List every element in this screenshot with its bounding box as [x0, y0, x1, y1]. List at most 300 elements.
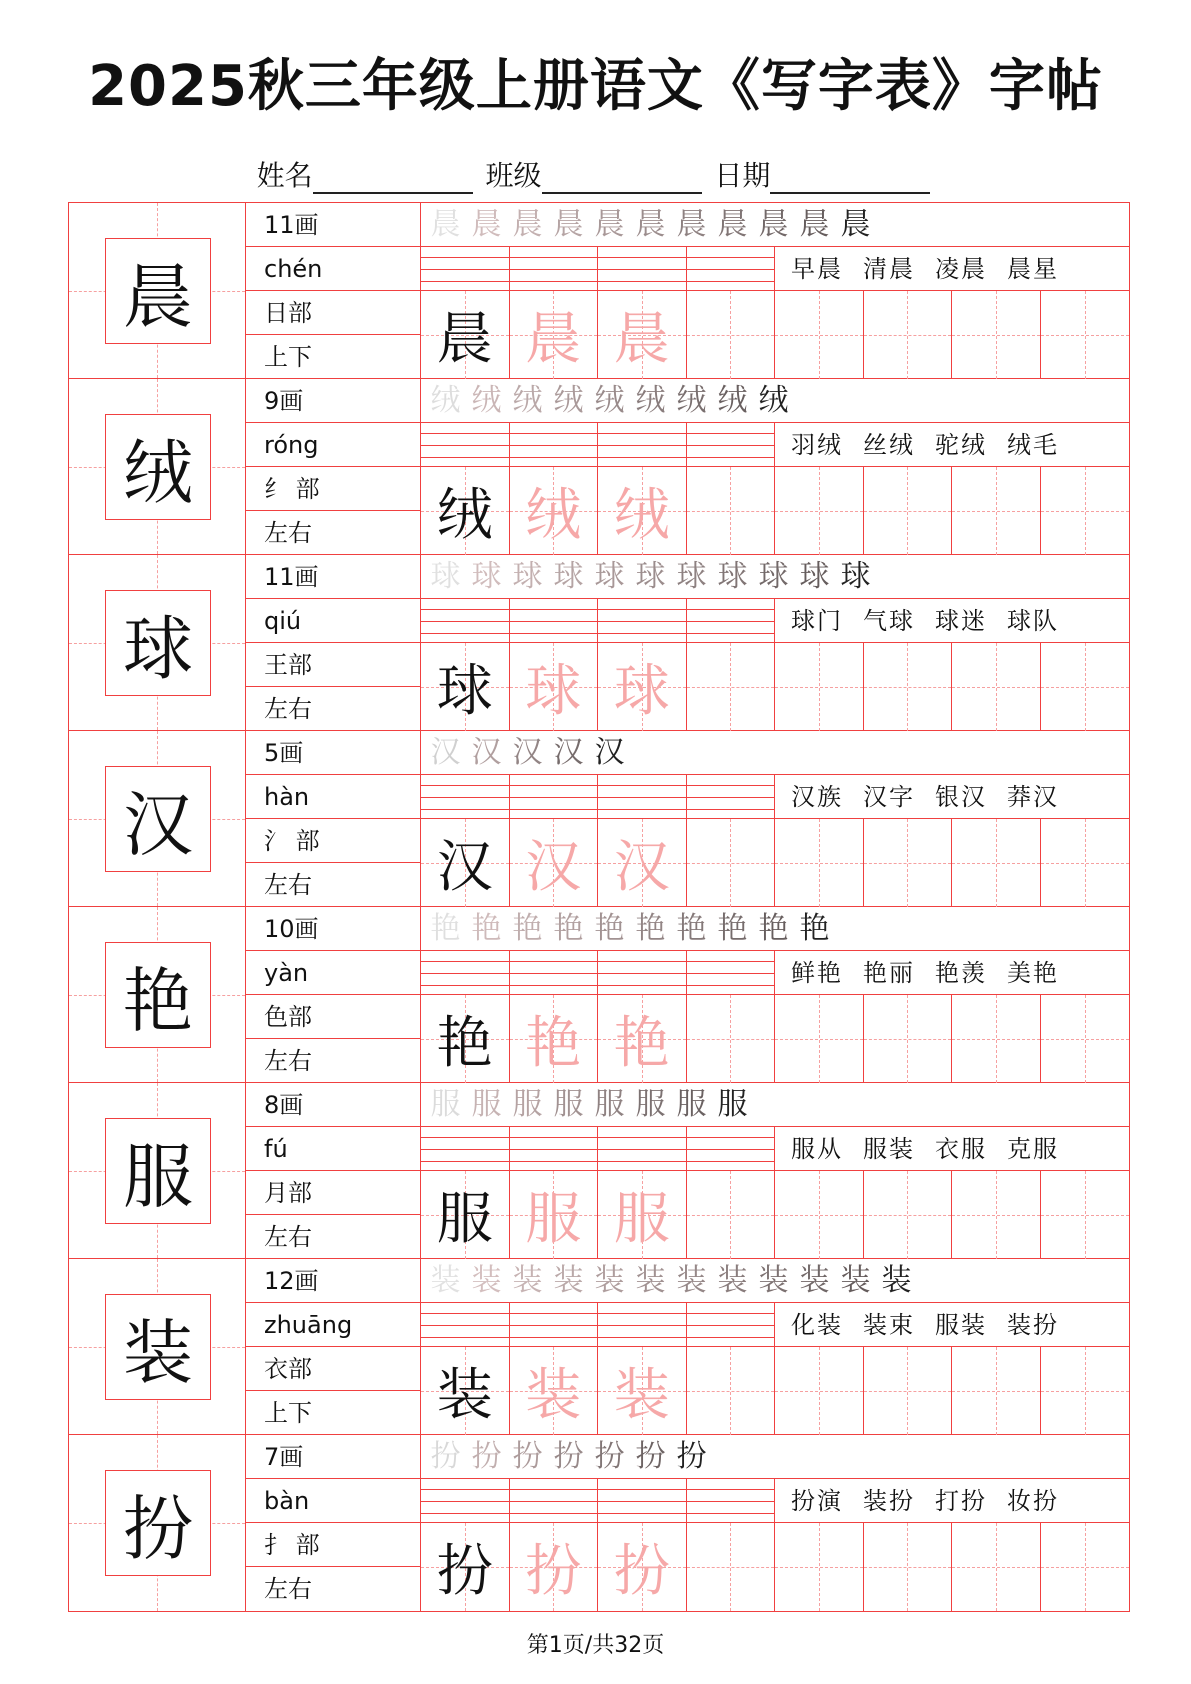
pinyin-cell[interactable] — [510, 599, 599, 642]
character-cell — [69, 1083, 246, 1258]
trace-character-cell[interactable] — [598, 995, 687, 1083]
trace-character: 装 — [613, 1363, 670, 1428]
stroke-step: 装 — [676, 1263, 707, 1298]
trace-character: 扮 — [613, 1539, 670, 1604]
stroke-step: 艳 — [635, 911, 666, 946]
pinyin-line — [598, 269, 686, 270]
pinyin-cell[interactable] — [421, 775, 510, 818]
stroke-step: 球 — [430, 559, 461, 594]
model-character-cell[interactable] — [421, 1347, 510, 1435]
stroke-count: 5画 — [246, 731, 420, 775]
writing-cell[interactable] — [687, 1347, 776, 1435]
word-list — [775, 247, 1129, 290]
stroke-step: 晨 — [840, 207, 871, 242]
stroke-step: 装 — [553, 1263, 584, 1298]
word: 绒毛 — [1007, 431, 1059, 459]
model-character-cell[interactable] — [421, 819, 510, 907]
writing-cell[interactable] — [687, 819, 776, 907]
character-row — [69, 1259, 1129, 1435]
pinyin-cell[interactable] — [687, 599, 775, 642]
model-character-cell[interactable] — [421, 467, 510, 555]
pinyin-cell[interactable] — [510, 247, 599, 290]
grid-guide-horizontal — [864, 1391, 952, 1392]
radical: 氵 部 — [246, 819, 420, 863]
writing-cell[interactable] — [864, 291, 953, 379]
pinyin-cell[interactable] — [598, 951, 687, 994]
trace-character: 球 — [613, 659, 670, 724]
stroke-step: 晨 — [430, 207, 461, 242]
pinyin-line — [687, 257, 775, 258]
pinyin-line — [687, 797, 775, 798]
writing-cell[interactable] — [1041, 1347, 1130, 1435]
pinyin-cell[interactable] — [598, 247, 687, 290]
trace-character-cell[interactable] — [598, 1347, 687, 1435]
stroke-step: 球 — [553, 559, 584, 594]
word: 清晨 — [863, 255, 915, 283]
pinyin-line — [510, 609, 598, 610]
model-character: 扮 — [436, 1539, 493, 1604]
pinyin-cell[interactable] — [598, 1127, 687, 1170]
word: 球迷 — [935, 607, 987, 635]
pinyin-line — [687, 445, 775, 446]
stroke-count: 12画 — [246, 1259, 420, 1303]
pinyin-line — [510, 1149, 598, 1150]
pinyin-cell[interactable] — [598, 1303, 687, 1346]
pinyin-writing-lines — [421, 1479, 775, 1522]
trace-character-cell[interactable] — [510, 643, 599, 731]
writing-cell[interactable] — [687, 643, 776, 731]
word: 服装 — [935, 1311, 987, 1339]
model-character-cell[interactable] — [421, 1523, 510, 1611]
pinyin-line — [687, 269, 775, 270]
character-row — [69, 555, 1129, 731]
trace-character-cell[interactable] — [510, 1171, 599, 1259]
pinyin-line — [598, 257, 686, 258]
writing-cell[interactable] — [775, 819, 864, 907]
character-row — [69, 203, 1129, 379]
trace-character-cell[interactable] — [510, 1523, 599, 1611]
model-character: 艳 — [436, 1011, 493, 1076]
pinyin-writing-lines — [421, 599, 775, 642]
grid-guide-horizontal — [1041, 1391, 1130, 1392]
trace-character-cell[interactable] — [510, 291, 599, 379]
grid-guide-horizontal — [775, 687, 863, 688]
pinyin-line — [687, 961, 775, 962]
stroke-step: 装 — [635, 1263, 666, 1298]
main-character: 服 — [105, 1118, 211, 1224]
pinyin-line — [687, 281, 775, 282]
pinyin-cell[interactable] — [421, 423, 510, 466]
pinyin-line — [421, 1313, 509, 1314]
pinyin-line — [598, 633, 686, 634]
stroke-count: 10画 — [246, 907, 420, 951]
character-info — [246, 1259, 421, 1434]
date-label: 日期 — [714, 159, 771, 192]
pinyin-cell[interactable] — [510, 1127, 599, 1170]
stroke-step: 绒 — [512, 383, 543, 418]
pinyin-cell[interactable] — [687, 247, 775, 290]
pinyin-line — [421, 269, 509, 270]
word: 打扮 — [935, 1487, 987, 1515]
word: 球门 — [791, 607, 843, 635]
pinyin-line — [687, 1313, 775, 1314]
main-character: 球 — [105, 590, 211, 696]
writing-cell[interactable] — [952, 995, 1041, 1083]
stroke-order-sequence — [421, 555, 1129, 599]
writing-cell[interactable] — [1041, 291, 1130, 379]
writing-cell[interactable] — [1041, 995, 1130, 1083]
stroke-step: 艳 — [430, 911, 461, 946]
pinyin-line — [421, 985, 509, 986]
trace-character-cell[interactable] — [510, 1347, 599, 1435]
class-blank[interactable] — [542, 166, 702, 194]
writing-cell[interactable] — [687, 1171, 776, 1259]
word: 克服 — [1007, 1135, 1059, 1163]
stroke-step: 服 — [553, 1087, 584, 1122]
stroke-step: 球 — [758, 559, 789, 594]
grid-guide-horizontal — [1041, 335, 1130, 336]
model-character-cell[interactable] — [421, 1171, 510, 1259]
model-character-cell[interactable] — [421, 291, 510, 379]
grid-guide-horizontal — [864, 511, 952, 512]
writing-cell[interactable] — [864, 1523, 953, 1611]
pinyin-cell[interactable] — [421, 247, 510, 290]
writing-cell[interactable] — [775, 291, 864, 379]
pinyin-cell[interactable] — [421, 599, 510, 642]
stroke-step: 绒 — [758, 383, 789, 418]
pinyin-cell[interactable] — [687, 775, 775, 818]
trace-character: 汉 — [525, 835, 582, 900]
model-character: 装 — [436, 1363, 493, 1428]
pinyin-line — [510, 797, 598, 798]
stroke-step: 艳 — [594, 911, 625, 946]
pinyin-line — [598, 445, 686, 446]
pinyin-cell[interactable] — [687, 951, 775, 994]
writing-cell[interactable] — [952, 1523, 1041, 1611]
stroke-step: 艳 — [553, 911, 584, 946]
pinyin-line — [687, 985, 775, 986]
pinyin-line — [598, 985, 686, 986]
pinyin-cell[interactable] — [510, 423, 599, 466]
pinyin-line — [421, 281, 509, 282]
stroke-step: 晨 — [635, 207, 666, 242]
pinyin-line — [598, 281, 686, 282]
stroke-order-sequence — [421, 731, 1129, 775]
word: 艳丽 — [863, 959, 915, 987]
pinyin-line — [510, 1161, 598, 1162]
stroke-step: 服 — [635, 1087, 666, 1122]
practice-area — [421, 1435, 1129, 1611]
pinyin-line — [598, 1501, 686, 1502]
stroke-order-sequence — [421, 379, 1129, 423]
stroke-step: 绒 — [717, 383, 748, 418]
pinyin-line — [687, 621, 775, 622]
pinyin-line — [510, 633, 598, 634]
trace-character: 汉 — [613, 835, 670, 900]
name-blank[interactable] — [313, 166, 473, 194]
character-row — [69, 379, 1129, 555]
pinyin-line — [687, 1337, 775, 1338]
model-character: 球 — [436, 659, 493, 724]
pinyin-line — [598, 457, 686, 458]
trace-character-cell[interactable] — [598, 291, 687, 379]
word: 早晨 — [791, 255, 843, 283]
grid-guide-horizontal — [687, 863, 775, 864]
trace-character: 服 — [613, 1187, 670, 1252]
writing-cell[interactable] — [864, 1347, 953, 1435]
grid-guide-horizontal — [952, 687, 1040, 688]
stroke-order-sequence — [421, 1435, 1129, 1479]
writing-cell[interactable] — [864, 467, 953, 555]
pinyin: hàn — [246, 775, 420, 819]
word: 汉族 — [791, 783, 843, 811]
stroke-step: 扮 — [471, 1439, 502, 1474]
pinyin-line — [421, 1137, 509, 1138]
stroke-step: 汉 — [553, 735, 584, 770]
pinyin-line — [421, 445, 509, 446]
pinyin-line — [421, 433, 509, 434]
trace-character: 服 — [525, 1187, 582, 1252]
pinyin-cell[interactable] — [510, 1479, 599, 1522]
pinyin-line — [421, 633, 509, 634]
stroke-step: 扮 — [676, 1439, 707, 1474]
writing-cell[interactable] — [1041, 1523, 1130, 1611]
writing-cell[interactable] — [952, 467, 1041, 555]
stroke-step: 服 — [717, 1087, 748, 1122]
tianzige-grid — [421, 1523, 1129, 1611]
pinyin-writing-lines — [421, 951, 775, 994]
stroke-step: 球 — [471, 559, 502, 594]
stroke-step: 晨 — [799, 207, 830, 242]
stroke-step: 扮 — [553, 1439, 584, 1474]
writing-cell[interactable] — [952, 1171, 1041, 1259]
grid-guide-horizontal — [687, 511, 775, 512]
word: 服装 — [863, 1135, 915, 1163]
writing-cell[interactable] — [687, 467, 776, 555]
pinyin-cell[interactable] — [510, 775, 599, 818]
writing-cell[interactable] — [775, 1347, 864, 1435]
pinyin-line — [598, 973, 686, 974]
character-row — [69, 1083, 1129, 1259]
writing-cell[interactable] — [775, 467, 864, 555]
date-blank[interactable] — [770, 166, 930, 194]
writing-cell[interactable] — [952, 1347, 1041, 1435]
pinyin-line — [421, 1325, 509, 1326]
stroke-step: 绒 — [553, 383, 584, 418]
grid-guide-horizontal — [775, 335, 863, 336]
trace-character-cell[interactable] — [510, 819, 599, 907]
pinyin-line — [421, 621, 509, 622]
trace-character-cell[interactable] — [598, 1523, 687, 1611]
pinyin-line — [510, 985, 598, 986]
writing-cell[interactable] — [864, 995, 953, 1083]
grid-guide-horizontal — [864, 1215, 952, 1216]
trace-character-cell[interactable] — [510, 995, 599, 1083]
pinyin-cell[interactable] — [687, 423, 775, 466]
writing-cell[interactable] — [952, 819, 1041, 907]
pinyin-line — [687, 633, 775, 634]
pinyin-line — [687, 1489, 775, 1490]
pinyin-line — [598, 1337, 686, 1338]
practice-area — [421, 1083, 1129, 1258]
stroke-step: 艳 — [512, 911, 543, 946]
trace-character-cell[interactable] — [598, 819, 687, 907]
pinyin-cell[interactable] — [687, 1303, 775, 1346]
name-label: 姓名 — [256, 159, 313, 192]
grid-guide-horizontal — [1041, 1039, 1130, 1040]
class-label: 班级 — [485, 159, 542, 192]
pinyin-line — [510, 445, 598, 446]
grid-guide-horizontal — [687, 335, 775, 336]
pinyin-line — [598, 1149, 686, 1150]
trace-character: 艳 — [613, 1011, 670, 1076]
pinyin-cell[interactable] — [598, 775, 687, 818]
pinyin-words-row — [421, 1479, 1129, 1523]
model-character-cell[interactable] — [421, 643, 510, 731]
stroke-count: 11画 — [246, 555, 420, 599]
pinyin-cell[interactable] — [687, 1127, 775, 1170]
pinyin: bàn — [246, 1479, 420, 1523]
stroke-step: 汉 — [430, 735, 461, 770]
practice-area — [421, 203, 1129, 378]
grid-guide-horizontal — [864, 687, 952, 688]
writing-cell[interactable] — [864, 1171, 953, 1259]
pinyin-cell[interactable] — [421, 1127, 510, 1170]
main-character: 汉 — [105, 766, 211, 872]
stroke-step: 球 — [840, 559, 871, 594]
writing-cell[interactable] — [864, 819, 953, 907]
main-character: 晨 — [105, 238, 211, 344]
word: 丝绒 — [863, 431, 915, 459]
writing-cell[interactable] — [1041, 467, 1130, 555]
tianzige-grid — [421, 1347, 1129, 1435]
writing-cell[interactable] — [952, 643, 1041, 731]
stroke-step: 汉 — [512, 735, 543, 770]
pinyin-line — [421, 1149, 509, 1150]
trace-character: 球 — [525, 659, 582, 724]
pinyin-cell[interactable] — [510, 1303, 599, 1346]
writing-cell[interactable] — [687, 1523, 776, 1611]
radical: 王部 — [246, 643, 420, 687]
grid-guide-horizontal — [1041, 687, 1130, 688]
stroke-step: 装 — [471, 1263, 502, 1298]
pinyin-cell[interactable] — [421, 1303, 510, 1346]
grid-guide-horizontal — [775, 1215, 863, 1216]
stroke-step: 球 — [635, 559, 666, 594]
model-character-cell[interactable] — [421, 995, 510, 1083]
trace-character-cell[interactable] — [598, 643, 687, 731]
writing-cell[interactable] — [775, 643, 864, 731]
stroke-step: 晨 — [717, 207, 748, 242]
trace-character-cell[interactable] — [598, 467, 687, 555]
writing-cell[interactable] — [687, 291, 776, 379]
pinyin-line — [687, 1513, 775, 1514]
pinyin-line — [687, 1149, 775, 1150]
pinyin-cell[interactable] — [598, 423, 687, 466]
pinyin-line — [510, 1489, 598, 1490]
trace-character-cell[interactable] — [510, 467, 599, 555]
grid-guide-horizontal — [687, 1391, 775, 1392]
pinyin-cell[interactable] — [510, 951, 599, 994]
pinyin-line — [598, 621, 686, 622]
grid-guide-horizontal — [952, 1567, 1040, 1568]
word: 服从 — [791, 1135, 843, 1163]
word: 美艳 — [1007, 959, 1059, 987]
trace-character-cell[interactable] — [598, 1171, 687, 1259]
practice-area — [421, 907, 1129, 1082]
writing-cell[interactable] — [775, 995, 864, 1083]
writing-cell[interactable] — [775, 1523, 864, 1611]
structure: 左右 — [264, 1575, 312, 1603]
pinyin-line — [510, 961, 598, 962]
stroke-step: 装 — [840, 1263, 871, 1298]
stroke-step: 绒 — [471, 383, 502, 418]
stroke-step: 球 — [512, 559, 543, 594]
writing-cell[interactable] — [1041, 1171, 1130, 1259]
stroke-step: 扮 — [635, 1439, 666, 1474]
grid-guide-horizontal — [1041, 1215, 1130, 1216]
pinyin-words-row — [421, 247, 1129, 291]
grid-guide-horizontal — [775, 863, 863, 864]
pinyin-cell[interactable] — [598, 599, 687, 642]
grid-guide-horizontal — [952, 1039, 1040, 1040]
pinyin-cell[interactable] — [598, 1479, 687, 1522]
stroke-order-sequence — [421, 907, 1129, 951]
pinyin-line — [421, 1501, 509, 1502]
main-character: 装 — [105, 1294, 211, 1400]
stroke-order-sequence — [421, 1259, 1129, 1303]
model-character: 绒 — [436, 483, 493, 548]
word-list — [775, 951, 1129, 994]
pinyin-writing-lines — [421, 247, 775, 290]
tianzige-grid — [421, 995, 1129, 1083]
stroke-step: 球 — [594, 559, 625, 594]
pinyin-line — [421, 609, 509, 610]
grid-guide-horizontal — [952, 335, 1040, 336]
pinyin-line — [598, 609, 686, 610]
stroke-step: 扮 — [430, 1439, 461, 1474]
writing-cell[interactable] — [864, 643, 953, 731]
character-info — [246, 555, 421, 730]
grid-guide-horizontal — [1041, 863, 1130, 864]
pinyin-writing-lines — [421, 775, 775, 818]
stroke-step: 扮 — [512, 1439, 543, 1474]
stroke-order-sequence — [421, 203, 1129, 247]
grid-guide-horizontal — [775, 511, 863, 512]
word: 衣服 — [935, 1135, 987, 1163]
pinyin-line — [598, 1161, 686, 1162]
pinyin-cell[interactable] — [421, 951, 510, 994]
pinyin-cell[interactable] — [687, 1479, 775, 1522]
structure: 左右 — [264, 519, 312, 547]
stroke-step: 晨 — [512, 207, 543, 242]
pinyin-line — [421, 1337, 509, 1338]
writing-cell[interactable] — [687, 995, 776, 1083]
tianzige-grid — [421, 643, 1129, 731]
pinyin-cell[interactable] — [421, 1479, 510, 1522]
pinyin-line — [687, 1501, 775, 1502]
pinyin-line — [421, 797, 509, 798]
pinyin-line — [598, 961, 686, 962]
grid-guide-horizontal — [952, 1215, 1040, 1216]
writing-cell[interactable] — [1041, 643, 1130, 731]
writing-cell[interactable] — [952, 291, 1041, 379]
stroke-step: 球 — [799, 559, 830, 594]
writing-cell[interactable] — [775, 1171, 864, 1259]
stroke-step: 艳 — [471, 911, 502, 946]
writing-cell[interactable] — [1041, 819, 1130, 907]
word: 装扮 — [863, 1487, 915, 1515]
